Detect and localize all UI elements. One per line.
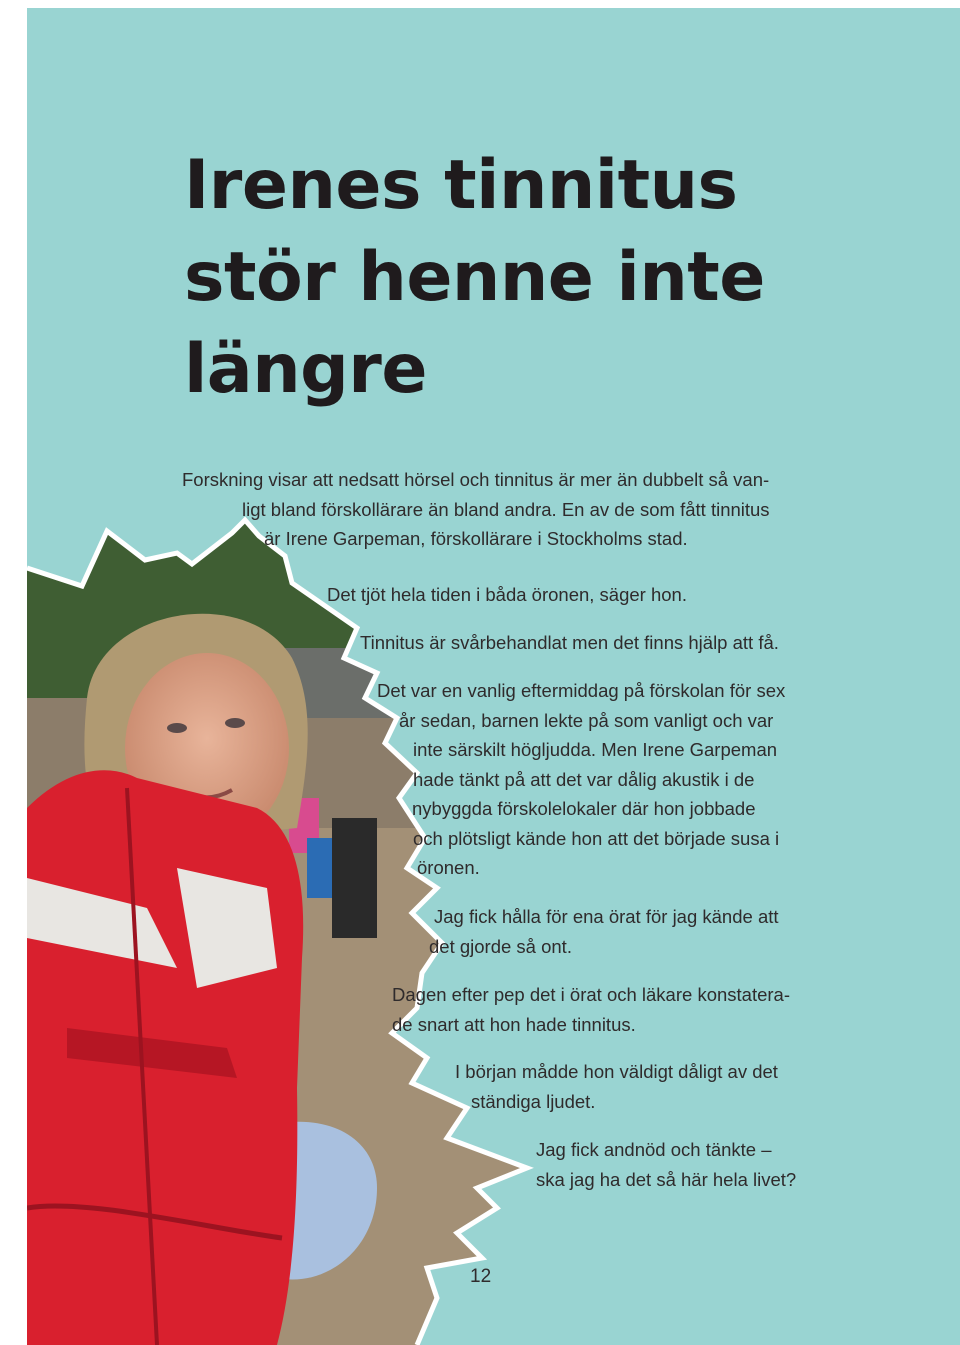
paragraph-line: de snart att hon hade tinnitus.: [392, 1013, 636, 1035]
quote-paragraph: [536, 1135, 796, 1194]
story-line: år sedan, barnen lekte på som vanligt och var: [399, 709, 774, 731]
story-line: och plötsligt kände hon att det började susa i: [413, 827, 780, 849]
title-line: Irenes tinnitus: [184, 146, 738, 225]
story-line: öronen.: [417, 857, 480, 878]
article-title: [184, 140, 765, 416]
quote-line: ska jag ha det så här hela livet?: [536, 1168, 797, 1190]
title-line: längre: [184, 330, 427, 409]
quote-paragraph: Det tjöt hela tiden i båda öronen, säger hon.: [327, 584, 687, 605]
intro-paragraph: [182, 465, 770, 554]
quote-paragraph: Tinnitus är svårbehandlat men det finns hjälp att få.: [360, 632, 779, 653]
page-number: 12: [470, 1266, 492, 1287]
intro-line: är Irene Garpeman, förskollärare i Stockholms stad.: [264, 528, 688, 549]
story-line: Det var en vanlig eftermiddag på förskolan för sex: [377, 680, 786, 701]
quote-line: Jag fick andnöd och tänkte –: [536, 1139, 772, 1160]
next-day-paragraph: [392, 980, 790, 1039]
paragraph-line: ständiga ljudet.: [471, 1090, 596, 1112]
story-line: nybyggda förskolelokaler där hon jobbade: [412, 798, 756, 819]
magazine-page: [27, 8, 960, 1345]
story-line: inte särskilt högljudda. Men Irene Garpeman: [413, 739, 778, 760]
beginning-paragraph: [455, 1057, 778, 1116]
paragraph-line: Dagen efter pep det i örat och läkare konstatera-: [392, 984, 790, 1005]
quote-line: det gjorde så ont.: [429, 935, 572, 957]
paragraph-line: I början mådde hon väldigt dåligt av det: [455, 1061, 778, 1082]
quote-paragraph: [429, 902, 779, 961]
intro-line: ligt bland förskollärare än bland andra. En av de som fått tinnitus: [242, 498, 770, 520]
intro-line: Forskning visar att nedsatt hörsel och tinnitus är mer än dubbelt så van-: [182, 469, 770, 490]
quote-line: Jag fick hålla för ena örat för jag kände att: [434, 906, 779, 927]
title-line: stör henne inte: [184, 238, 765, 317]
story-line: hade tänkt på att det var dålig akustik i de: [413, 768, 755, 790]
story-paragraph: [377, 676, 785, 883]
